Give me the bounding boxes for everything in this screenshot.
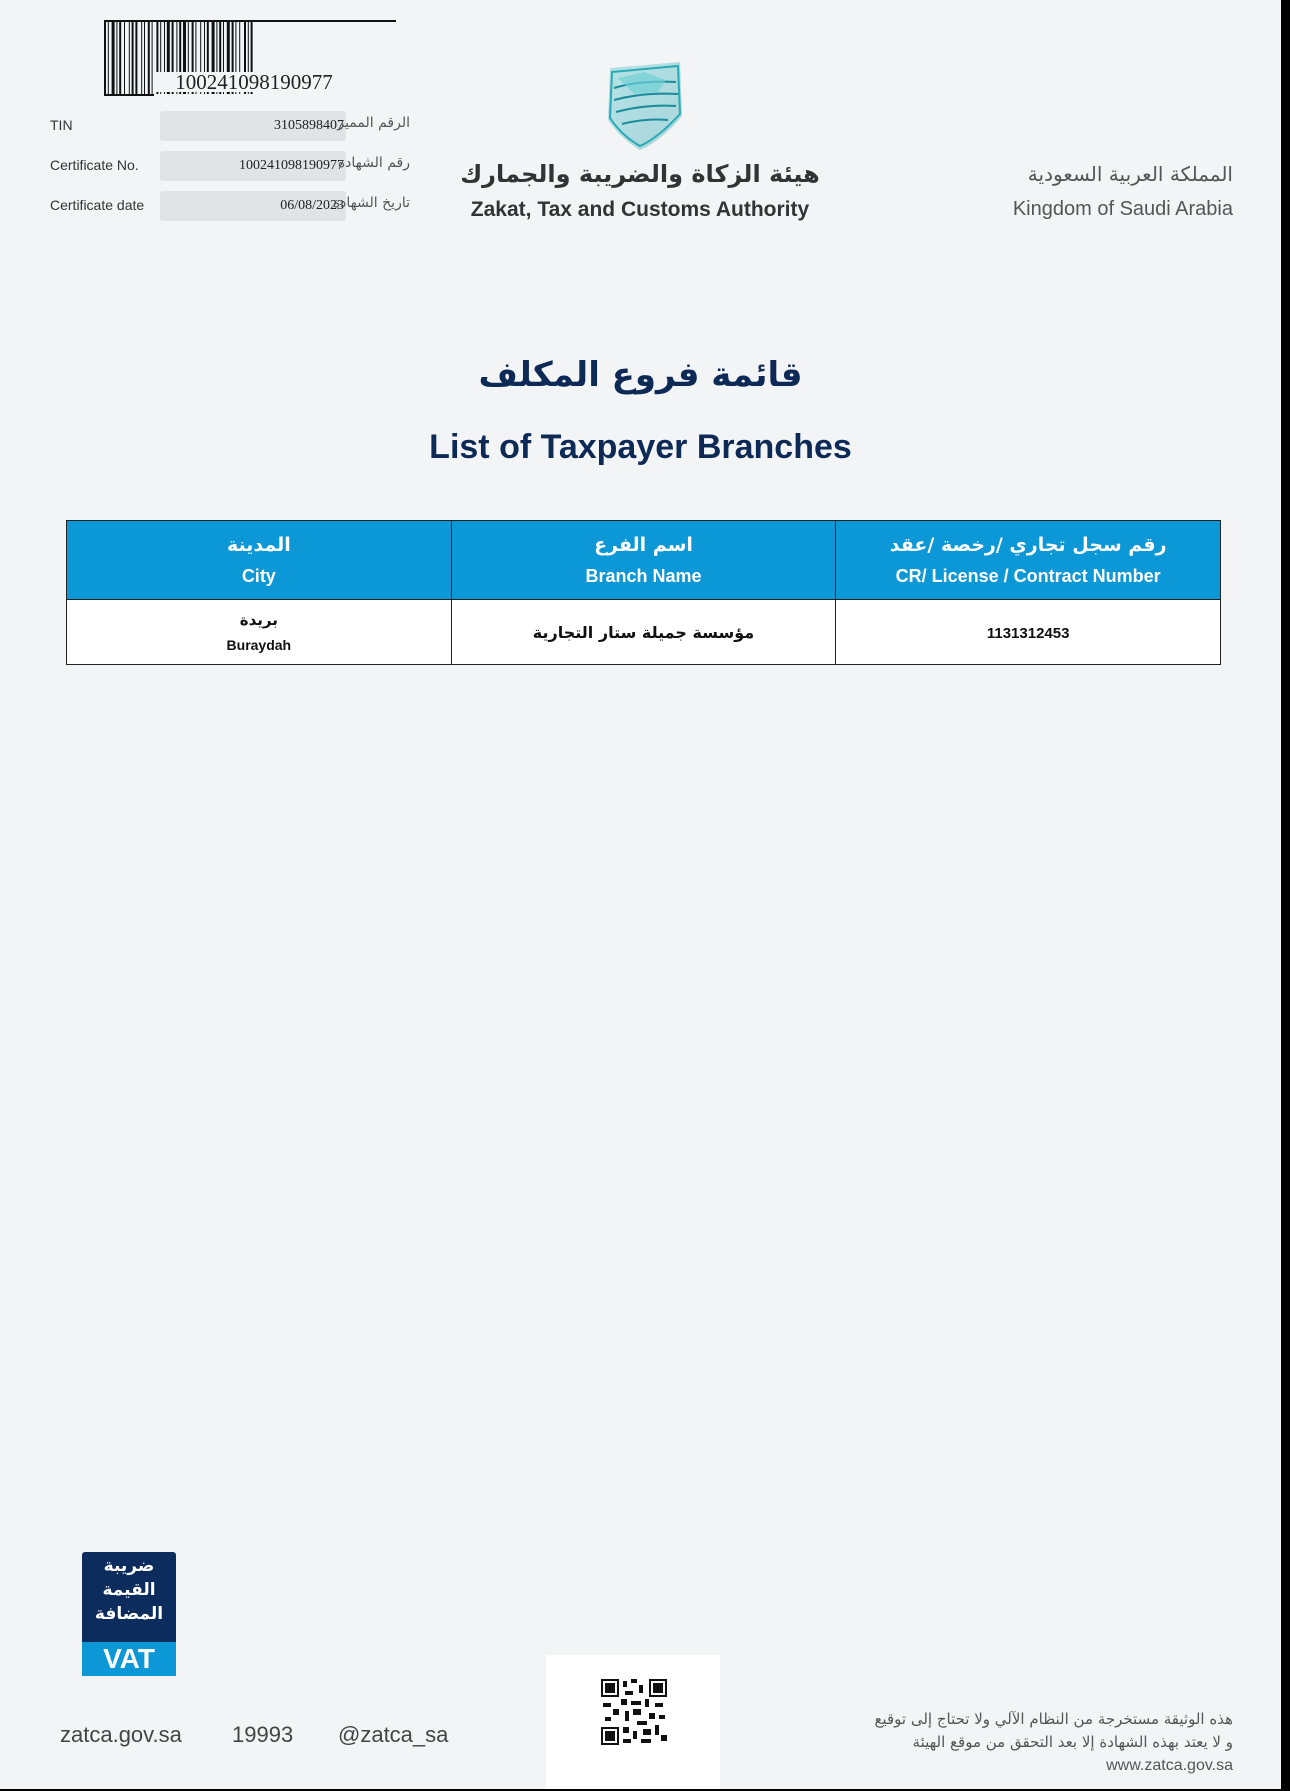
- kingdom-name-ar: المملكة العربية السعودية: [1027, 162, 1233, 186]
- authority-name-en: Zakat, Tax and Customs Authority: [470, 198, 810, 221]
- column-header-ar: المدينة: [226, 533, 291, 556]
- column-header-en: CR/ License / Contract Number: [895, 565, 1161, 586]
- certificate-date-value: 06/08/2023: [160, 191, 346, 221]
- vat-logo: [82, 1552, 176, 1676]
- column-header-en: Branch Name: [585, 565, 702, 586]
- cell-city: [67, 600, 452, 665]
- tin-label-en: TIN: [50, 117, 73, 133]
- column-header-cr-number: [836, 521, 1221, 600]
- page-title-ar: قائمة فروع المكلف: [478, 355, 803, 395]
- disclaimer-line-2: و لا يعتد بهذه الشهادة إلا بعد التحقق من موقع الهيئة: [912, 1733, 1233, 1751]
- zatca-logo-icon: [600, 58, 690, 154]
- cell-cr-number: [836, 600, 1221, 665]
- barcode-number: 100241098190977: [154, 72, 354, 92]
- column-header-branch-name: [451, 521, 836, 600]
- branch-name: مؤسسة جميلة ستار التجارية: [532, 622, 755, 642]
- certificate-date-label-ar: تاريخ الشهادة: [332, 195, 410, 211]
- footer-phone: 19993: [232, 1722, 294, 1747]
- certificate-date-row: [50, 191, 410, 221]
- tin-row: [50, 111, 410, 141]
- vat-line-3: المضافة: [94, 1604, 164, 1624]
- column-header-en: City: [241, 565, 276, 586]
- vat-line-2: القيمة: [102, 1580, 156, 1600]
- disclaimer-line-1: هذه الوثيقة مستخرجة من النظام الآلي ولا تحتاج إلى توقيع: [874, 1710, 1233, 1728]
- column-header-city: [67, 521, 452, 600]
- city-en: Buraydah: [226, 637, 292, 653]
- certificate-no-label-en: Certificate No.: [50, 157, 139, 173]
- table-header-row: [67, 521, 1221, 600]
- tin-label-ar: الرقم المميز: [337, 115, 410, 131]
- cr-number: 1131312453: [986, 624, 1070, 642]
- vat-line-1: ضريبة: [103, 1556, 155, 1576]
- footer-website[interactable]: zatca.gov.sa: [60, 1722, 182, 1747]
- cell-branch-name: [451, 600, 836, 665]
- branches-table: [66, 520, 1221, 665]
- vat-label: VAT: [82, 1642, 176, 1676]
- qr-container: [546, 1655, 720, 1789]
- authority-name-ar: هيئة الزكاة والضريبة والجمارك: [460, 160, 820, 188]
- page-title-en: List of Taxpayer Branches: [429, 428, 852, 466]
- qr-code-icon: [601, 1679, 667, 1745]
- tin-value: 3105898407: [160, 111, 346, 141]
- certificate-no-value: 100241098190977: [160, 151, 346, 181]
- footer-social[interactable]: @zatca_sa: [338, 1722, 449, 1747]
- certificate-no-row: [50, 151, 410, 181]
- kingdom-name-en: Kingdom of Saudi Arabia: [1012, 198, 1233, 220]
- certificate-date-label-en: Certificate date: [50, 197, 145, 213]
- column-header-ar: اسم الفرع: [594, 533, 693, 556]
- certificate-no-label-ar: رقم الشهادة: [337, 155, 410, 171]
- disclaimer-url[interactable]: www.zatca.gov.sa: [1106, 1757, 1233, 1774]
- table-row: [67, 600, 1221, 665]
- city-ar: بريدة: [239, 611, 278, 629]
- column-header-ar: رقم سجل تجاري /رخصة /عقد: [889, 533, 1167, 556]
